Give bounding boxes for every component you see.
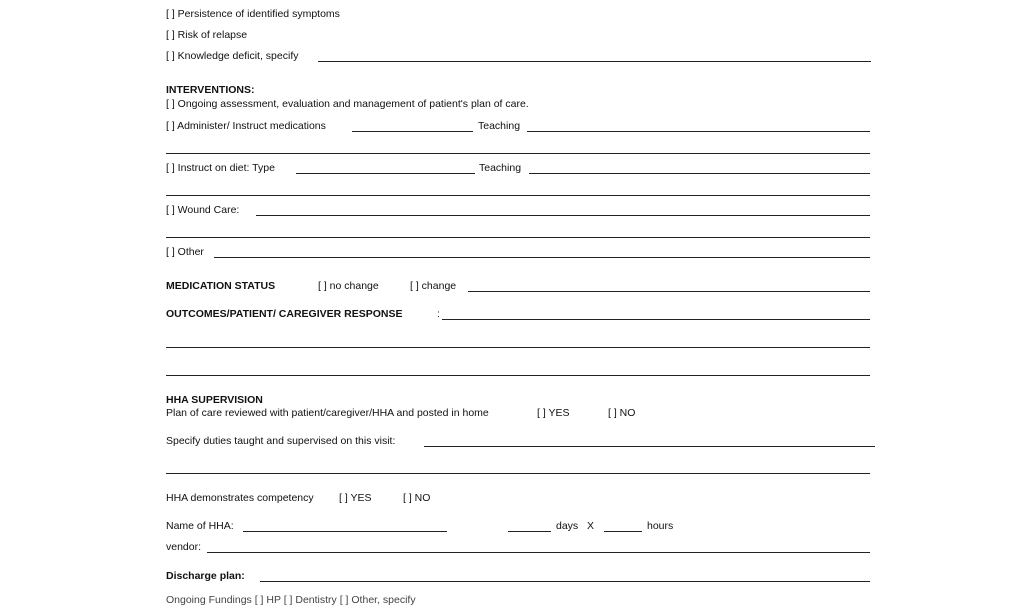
checkbox-wound-care[interactable]: [ ] Wound Care: <box>166 204 240 216</box>
checkbox-other[interactable]: [ ] Other <box>166 246 204 258</box>
checkbox-risk-of-relapse[interactable]: [ ] Risk of relapse <box>166 29 248 41</box>
checkbox-competency-yes[interactable]: [ ] YES <box>339 492 372 504</box>
outcomes-heading: OUTCOMES/PATIENT/ CAREGIVER RESPONSE <box>166 308 403 320</box>
medication-status-heading: MEDICATION STATUS <box>166 280 276 292</box>
x-label: X <box>587 520 595 532</box>
checkbox-plan-no[interactable]: [ ] NO <box>608 407 636 419</box>
checkbox-administer-medications[interactable]: [ ] Administer/ Instruct medications <box>166 120 326 132</box>
medications-field[interactable] <box>352 131 473 132</box>
outcomes-line-3[interactable] <box>166 375 870 376</box>
teaching-label-2: Teaching <box>479 162 522 174</box>
plan-reviewed-label: Plan of care reviewed with patient/caregiver/HHA and posted in home <box>166 407 489 419</box>
knowledge-deficit-field[interactable] <box>318 61 871 62</box>
other-field[interactable] <box>214 257 870 258</box>
teaching-label-1: Teaching <box>478 120 521 132</box>
checkbox-ongoing-assessment[interactable]: [ ] Ongoing assessment, evaluation and management of patient's plan of care. <box>166 98 529 110</box>
checkbox-no-change[interactable]: [ ] no change <box>318 280 379 292</box>
outcomes-colon: : <box>437 308 440 320</box>
name-of-hha-label: Name of HHA: <box>166 520 234 532</box>
diet-extra-line[interactable] <box>166 195 870 196</box>
bottom-cutoff-row: Ongoing Fundings [ ] HP [ ] Dentistry [ ] Other, specify <box>166 594 416 606</box>
checkbox-change[interactable]: [ ] change <box>410 280 457 292</box>
wound-care-field[interactable] <box>256 215 870 216</box>
hha-supervision-heading: HHA SUPERVISION <box>166 394 263 406</box>
teaching-field-2[interactable] <box>529 173 870 174</box>
discharge-plan-heading: Discharge plan: <box>166 570 245 582</box>
wound-care-extra-line[interactable] <box>166 237 870 238</box>
outcomes-line-2[interactable] <box>166 347 870 348</box>
checkbox-instruct-diet[interactable]: [ ] Instruct on diet: Type <box>166 162 275 174</box>
competency-label: HHA demonstrates competency <box>166 492 314 504</box>
checkbox-plan-yes[interactable]: [ ] YES <box>537 407 570 419</box>
teaching-field-1[interactable] <box>527 131 870 132</box>
days-label: days <box>556 520 579 532</box>
medication-change-field[interactable] <box>468 291 870 292</box>
medications-extra-line[interactable] <box>166 153 870 154</box>
checkbox-knowledge-deficit[interactable]: [ ] Knowledge deficit, specify <box>166 50 299 62</box>
vendor-field[interactable] <box>207 552 870 553</box>
outcomes-field[interactable] <box>442 319 870 320</box>
duties-line-2[interactable] <box>166 473 870 474</box>
name-of-hha-field[interactable] <box>243 531 447 532</box>
hours-field[interactable] <box>604 531 642 532</box>
diet-type-field[interactable] <box>296 173 475 174</box>
vendor-label: vendor: <box>166 541 202 553</box>
interventions-heading: INTERVENTIONS: <box>166 84 255 96</box>
hours-label: hours <box>647 520 674 532</box>
days-field[interactable] <box>508 531 551 532</box>
duties-field[interactable] <box>424 446 875 447</box>
checkbox-competency-no[interactable]: [ ] NO <box>403 492 431 504</box>
checkbox-persistence-symptoms[interactable]: [ ] Persistence of identified symptoms <box>166 8 340 20</box>
discharge-plan-field[interactable] <box>260 581 870 582</box>
duties-label: Specify duties taught and supervised on this visit: <box>166 435 396 447</box>
